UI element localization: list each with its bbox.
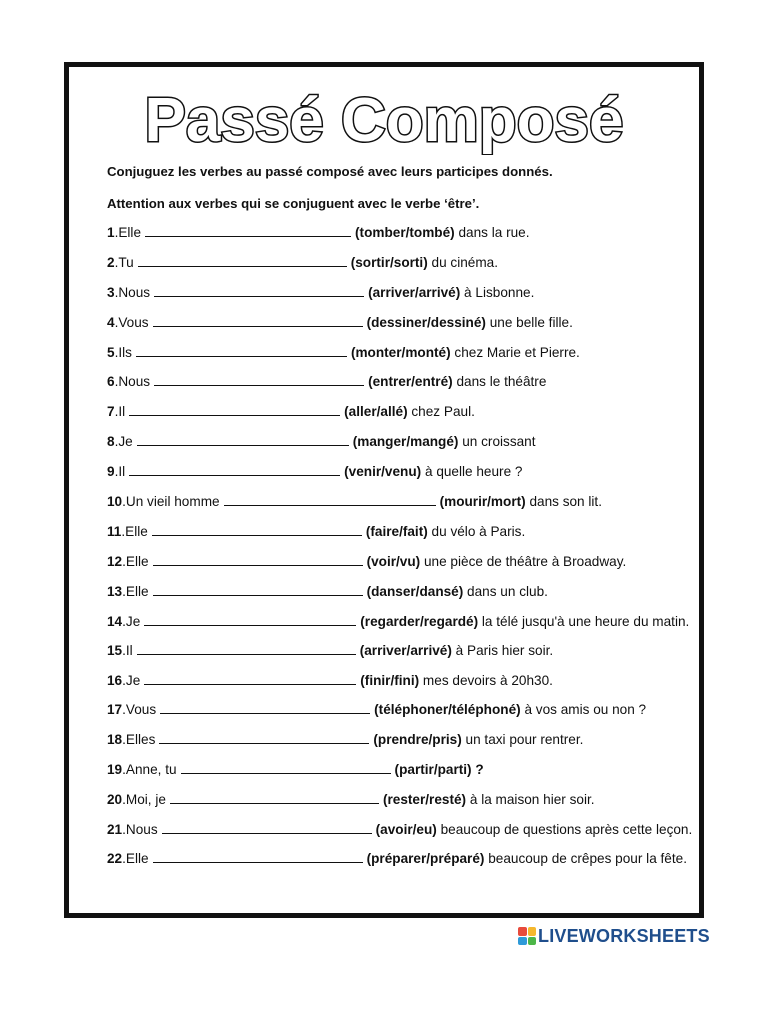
item-rest: une pièce de théâtre à Broadway.: [420, 553, 627, 569]
answer-blank[interactable]: [129, 463, 340, 476]
exercise-item: [107, 284, 697, 300]
exercise-item: [107, 433, 697, 449]
item-number: 15: [107, 642, 123, 658]
verb-hint: (tomber/tombé): [355, 225, 455, 240]
item-subject: .Moi, je: [122, 792, 166, 808]
exercise-item: [107, 403, 697, 419]
verb-hint: (mourir/mort): [439, 494, 526, 510]
item-rest: du cinéma.: [427, 254, 499, 270]
answer-blank[interactable]: [159, 731, 369, 744]
verb-hint: (regarder/regardé): [360, 613, 479, 629]
exercise-item: [107, 553, 697, 569]
item-number: 21: [107, 822, 123, 838]
item-subject: .Anne, tu: [122, 762, 177, 778]
exercise-item: [107, 761, 697, 777]
title-svg: [69, 75, 699, 155]
item-rest: beaucoup de crêpes pour la fête.: [484, 851, 687, 867]
verb-hint: (venir/venu): [344, 464, 422, 480]
item-rest: à Paris hier soir.: [451, 642, 554, 658]
item-rest: chez Paul.: [407, 404, 475, 420]
exercise-item: [107, 791, 697, 807]
item-rest: à quelle heure ?: [421, 464, 523, 480]
item-subject: .Ils: [114, 344, 132, 360]
item-number: 17: [107, 702, 123, 718]
verb-hint: (manger/mangé): [352, 434, 459, 450]
item-subject: .Il: [114, 464, 126, 480]
exercise-item: [107, 613, 697, 629]
instruction-line-1: Conjuguez les verbes au passé composé avec leurs participes donnés.: [107, 164, 553, 179]
answer-blank[interactable]: [137, 642, 356, 655]
item-subject: .Il: [114, 404, 126, 420]
exercise-item: [107, 373, 697, 389]
item-rest: dans son lit.: [525, 494, 602, 510]
item-subject: .Un vieil homme: [122, 494, 220, 510]
item-rest: chez Marie et Pierre.: [450, 344, 580, 360]
item-number: 4: [107, 314, 115, 330]
item-subject: .Elle: [122, 553, 149, 569]
item-number: 20: [107, 792, 123, 808]
exercise-item: [107, 344, 697, 360]
item-number: 8: [107, 434, 115, 450]
item-subject: .Je: [122, 613, 141, 629]
item-number: 6: [107, 374, 115, 390]
item-rest: à Lisbonne.: [460, 284, 535, 300]
logo-square-green: [528, 937, 537, 946]
liveworksheets-logo[interactable]: [518, 926, 710, 946]
verb-hint: (entrer/entré): [368, 374, 453, 390]
item-number: 19: [107, 762, 123, 778]
answer-blank[interactable]: [145, 224, 351, 237]
answer-blank[interactable]: [136, 344, 347, 357]
verb-hint: (prendre/pris): [373, 732, 462, 748]
exercise-item: [107, 224, 697, 240]
verb-hint: (dessiner/dessiné): [366, 314, 486, 330]
verb-hint: (voir/vu): [366, 553, 421, 569]
item-number: 9: [107, 464, 115, 480]
verb-hint: (rester/resté): [382, 792, 467, 808]
item-rest: beaucoup de questions après cette leçon.: [436, 822, 693, 838]
item-rest: dans le théâtre: [452, 374, 547, 390]
answer-blank[interactable]: [152, 523, 362, 536]
item-rest: un taxi pour rentrer.: [461, 732, 584, 748]
exercise-item: [107, 463, 697, 479]
exercise-list: [107, 224, 697, 865]
item-subject: .Nous: [114, 374, 151, 390]
exercise-item: [107, 731, 697, 747]
item-number: 1: [107, 225, 115, 240]
item-number: 22: [107, 851, 123, 867]
item-rest: dans la rue.: [454, 225, 530, 240]
answer-blank[interactable]: [170, 791, 379, 804]
item-subject: .Je: [122, 672, 141, 688]
verb-hint: (préparer/préparé): [366, 851, 485, 867]
item-number: 5: [107, 344, 115, 360]
item-number: 7: [107, 404, 115, 420]
answer-blank[interactable]: [153, 553, 363, 566]
item-number: 2: [107, 254, 115, 270]
exercise-item: [107, 254, 697, 270]
answer-blank[interactable]: [137, 433, 349, 446]
exercise-item: [107, 821, 697, 837]
logo-square-yellow: [528, 927, 537, 936]
answer-blank[interactable]: [144, 613, 356, 626]
verb-hint: (partir/parti) ?: [394, 762, 484, 778]
page-title: Passé Composé: [144, 86, 624, 155]
exercise-item: [107, 314, 697, 330]
verb-hint: (téléphoner/téléphoné): [374, 702, 521, 718]
exercise-item: [107, 850, 697, 866]
item-subject: .Il: [122, 642, 133, 658]
verb-hint: (monter/monté): [350, 344, 451, 360]
verb-hint: (arriver/arrivé): [359, 642, 452, 658]
answer-blank[interactable]: [224, 493, 436, 506]
item-number: 13: [107, 583, 123, 599]
item-number: 10: [107, 494, 123, 510]
answer-blank[interactable]: [181, 761, 391, 774]
item-rest: dans un club.: [463, 583, 548, 599]
verb-hint: (avoir/eu): [375, 822, 437, 838]
item-number: 14: [107, 613, 123, 629]
verb-hint: (finir/fini): [360, 672, 420, 688]
item-number: 12: [107, 553, 123, 569]
item-subject: .Vous: [114, 314, 149, 330]
item-subject: .Elles: [122, 732, 156, 748]
worksheet-frame: [64, 62, 704, 918]
answer-blank[interactable]: [129, 403, 340, 416]
exercise-item: [107, 642, 697, 658]
item-rest: du vélo à Paris.: [427, 523, 526, 539]
verb-hint: (aller/allé): [344, 404, 408, 420]
item-subject: .Elle: [114, 225, 142, 240]
logo-text: LIVEWORKSHEETS: [538, 925, 710, 946]
verb-hint: (arriver/arrivé): [368, 284, 461, 300]
item-number: 16: [107, 672, 123, 688]
item-subject: .Nous: [122, 822, 158, 838]
answer-blank[interactable]: [144, 672, 356, 685]
item-number: 18: [107, 732, 123, 748]
verb-hint: (danser/dansé): [366, 583, 464, 599]
item-rest: un croissant: [458, 434, 536, 450]
item-rest: à vos amis ou non ?: [520, 702, 647, 718]
item-number: 11: [107, 523, 122, 539]
item-subject: .Tu: [114, 254, 134, 270]
exercise-item: [107, 493, 697, 509]
exercise-item: [107, 583, 697, 599]
answer-blank[interactable]: [154, 284, 364, 297]
logo-square-blue: [518, 937, 527, 946]
item-subject: .Vous: [122, 702, 157, 718]
verb-hint: (faire/fait): [365, 523, 428, 539]
item-subject: .Elle: [121, 523, 148, 539]
item-subject: .Elle: [122, 583, 149, 599]
liveworksheets-logo-icon: [518, 927, 536, 945]
title-banner: [69, 75, 699, 155]
item-rest: une belle fille.: [485, 314, 573, 330]
item-rest: mes devoirs à 20h30.: [419, 672, 553, 688]
item-rest: à la maison hier soir.: [466, 792, 595, 808]
answer-blank[interactable]: [138, 254, 347, 267]
answer-blank[interactable]: [154, 373, 364, 386]
answer-blank[interactable]: [162, 821, 372, 834]
instruction-line-2: Attention aux verbes qui se conjuguent avec le verbe ‘être’.: [107, 196, 480, 211]
item-subject: .Nous: [114, 284, 151, 300]
exercise-item: [107, 701, 697, 717]
answer-blank[interactable]: [153, 314, 363, 327]
item-rest: la télé jusqu'à une heure du matin.: [478, 613, 690, 629]
answer-blank[interactable]: [153, 850, 363, 863]
item-subject: .Elle: [122, 851, 149, 867]
answer-blank[interactable]: [153, 583, 363, 596]
logo-square-red: [518, 927, 527, 936]
item-number: 3: [107, 284, 115, 300]
exercise-item: [107, 672, 697, 688]
exercise-item: [107, 523, 697, 539]
item-subject: .Je: [114, 434, 133, 450]
verb-hint: (sortir/sorti): [350, 254, 428, 270]
answer-blank[interactable]: [160, 701, 370, 714]
